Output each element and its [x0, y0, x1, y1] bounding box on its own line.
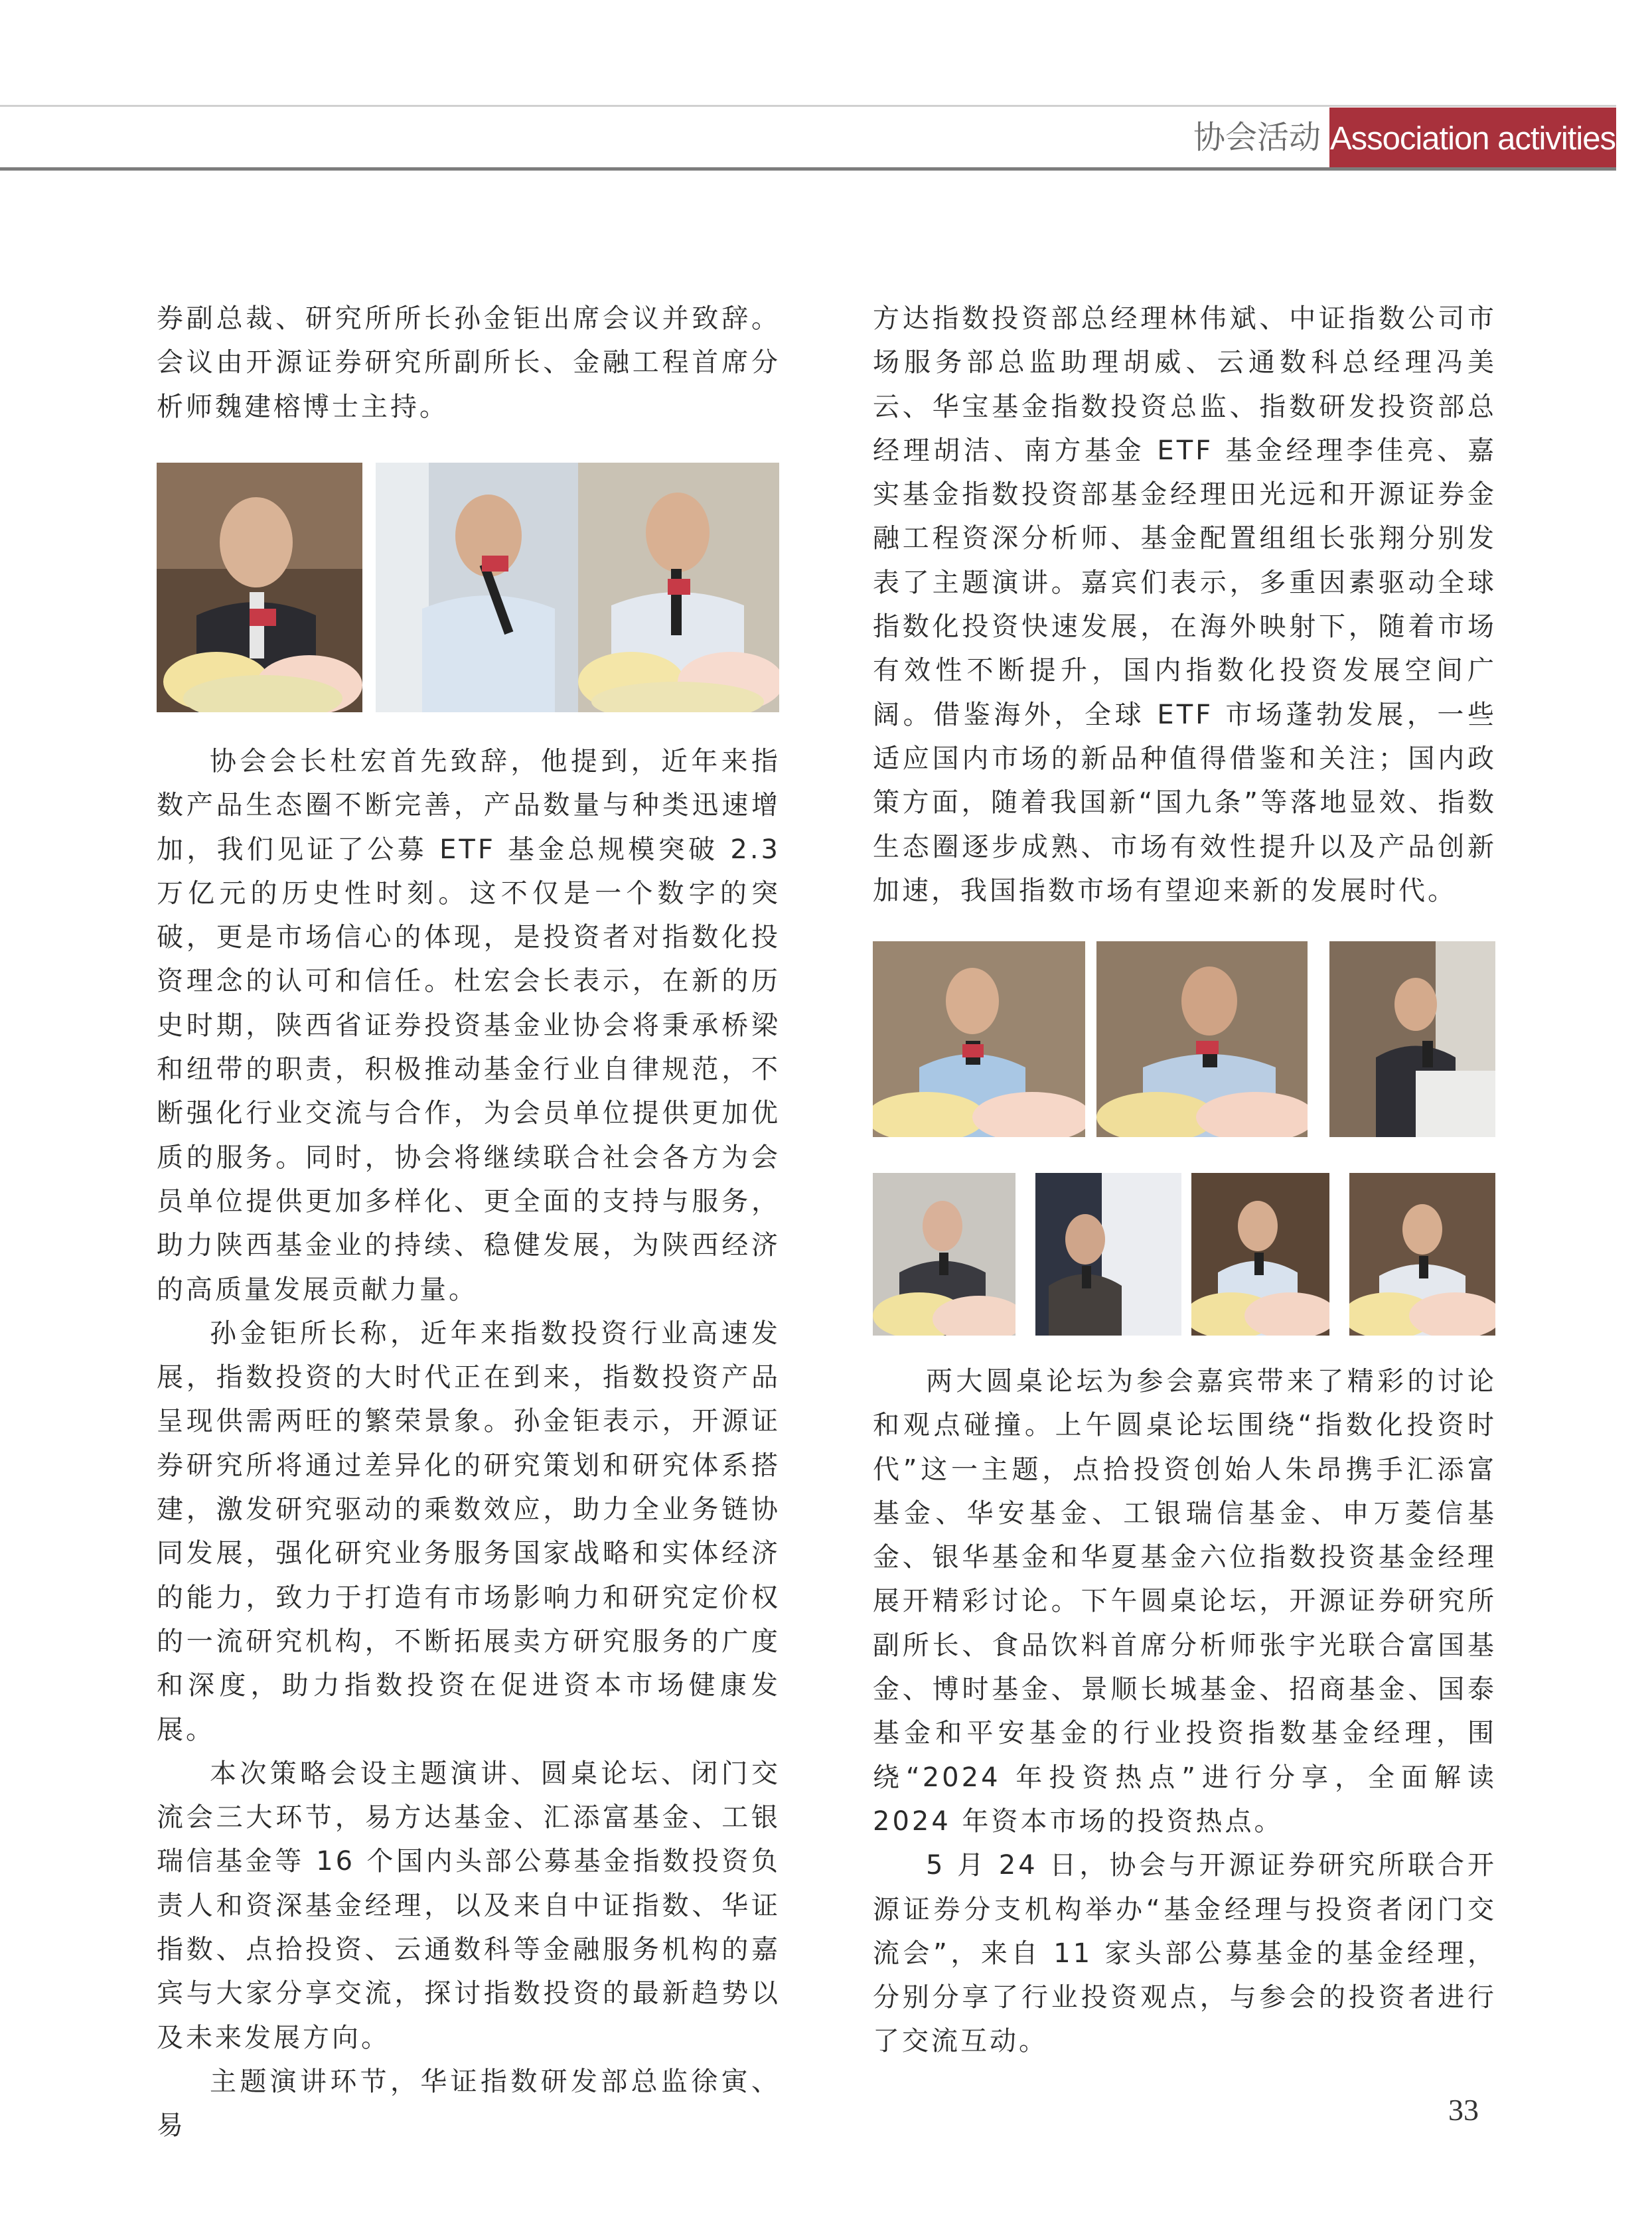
- speaker-photo-8: [1035, 1173, 1181, 1336]
- paragraph: 本次策略会设主题演讲、圆桌论坛、闭门交流会三大环节，易方达基金、汇添富基金、工银瑞信基金等 16 个国内头部公募基金指数投资负责人和资深基金经理，以及来自中证指数、华证指数、点拾投资、云通数科等金融服务机构的嘉宾与大家分享交流，探讨指数投资的最新趋势以及未来发展方向。: [157, 1758, 781, 2053]
- speaker-photo-1: [157, 463, 362, 712]
- speaker-photo-4: [873, 941, 1085, 1137]
- page-number: 33: [1448, 2093, 1479, 2127]
- speaker-photo-6: [1329, 941, 1495, 1137]
- header-rule-bottom: [0, 167, 1616, 171]
- left-column-intro: [157, 297, 781, 429]
- header-rule-top: [0, 105, 1616, 107]
- right-column-intro: [873, 297, 1497, 913]
- paragraph: 两大圆桌论坛为参会嘉宾带来了精彩的讨论和观点碰撞。上午圆桌论坛围绕“指数化投资时代”这一主题，点拾投资创始人朱昂携手汇添富基金、华安基金、工银瑞信基金、申万菱信基金、银华基金和华夏基金六位指数投资基金经理展开精彩讨论。下午圆桌论坛，开源证券研究所副所长、食品饮料首席分析师张宇光联合富国基金、博时基金、景顺长城基金、招商基金、国泰基金和平安基金的行业投资指数基金经理，围绕“2024 年投资热点”进行分享，全面解读 2024 年资本市场的投资热点。: [873, 1366, 1497, 1837]
- section-title-en: Association activities: [1329, 108, 1616, 170]
- speaker-photo-3: [578, 463, 779, 712]
- speaker-photo-2: [376, 463, 578, 712]
- section-title-cn: 协会活动: [1193, 119, 1321, 156]
- speaker-photo-7: [873, 1173, 1015, 1336]
- paragraph: 方达指数投资部总经理林伟斌、中证指数公司市场服务部总监助理胡威、云通数科总经理冯美云、华宝基金指数投资总监、指数研发投资部总经理胡洁、南方基金 ETF 基金经理李佳亮、嘉实基金指数投资部基金经理田光远和开源证券金融工程资深分析师、基金配置组组长张翔分别发表了主题演讲。嘉宾们表示，多重因素驱动全球指数化投资快速发展，在海外映射下，随着市场有效性不断提升，国内指数化投资发展空间广阔。借鉴海外，全球 ETF 市场蓬勃发展，一些适应国内市场的新品种值得借鉴和关注；国内政策方面，随着我国新“国九条”等落地显效、指数生态圈逐步成熟、市场有效性提升以及产品创新加速，我国指数市场有望迎来新的发展时代。: [873, 303, 1497, 906]
- paragraph: 主题演讲环节，华证指数研发部总监徐寅、易: [157, 2066, 781, 2141]
- speaker-photo-5: [1096, 941, 1308, 1137]
- paragraph: 券副总裁、研究所所长孙金钜出席会议并致辞。会议由开源证券研究所副所长、金融工程首席分析师魏建榕博士主持。: [157, 303, 781, 422]
- speaker-photo-10: [1349, 1173, 1495, 1336]
- speaker-photo-9: [1191, 1173, 1329, 1336]
- paragraph: 协会会长杜宏首先致辞，他提到，近年来指数产品生态圈不断完善，产品数量与种类迅速增加，我们见证了公募 ETF 基金总规模突破 2.3 万亿元的历史性时刻。这不仅是一个数字的突破，更是市场信心的体现，是投资者对指数化投资理念的认可和信任。杜宏会长表示，在新的历史时期，陕西省证券投资基金业协会将秉承桥梁和纽带的职责，积极推动基金行业自律规范，不断强化行业交流与合作，为会员单位提供更加优质的服务。同时，协会将继续联合社会各方为会员单位提供更加多样化、更全面的支持与服务，助力陕西基金业的持续、稳健发展，为陕西经济的高质量发展贡献力量。: [157, 746, 781, 1305]
- right-column-body: [873, 1359, 1497, 2064]
- paragraph: 孙金钜所长称，近年来指数投资行业高速发展，指数投资的大时代正在到来，指数投资产品呈现供需两旺的繁荣景象。孙金钜表示，开源证券研究所将通过差异化的研究策划和研究体系搭建，激发研究驱动的乘数效应，助力全业务链协同发展，强化研究业务服务国家战略和实体经济的能力，致力于打造有市场影响力和研究定价权的一流研究机构，不断拓展卖方研究服务的广度和深度，助力指数投资在促进资本市场健康发展。: [157, 1318, 781, 1745]
- left-column-body: [157, 739, 781, 2148]
- paragraph: 5 月 24 日，协会与开源证券研究所联合开源证券分支机构举办“基金经理与投资者闭门交流会”，来自 11 家头部公募基金的基金经理，分别分享了行业投资观点，与参会的投资者进行了交流互动。: [873, 1850, 1497, 2057]
